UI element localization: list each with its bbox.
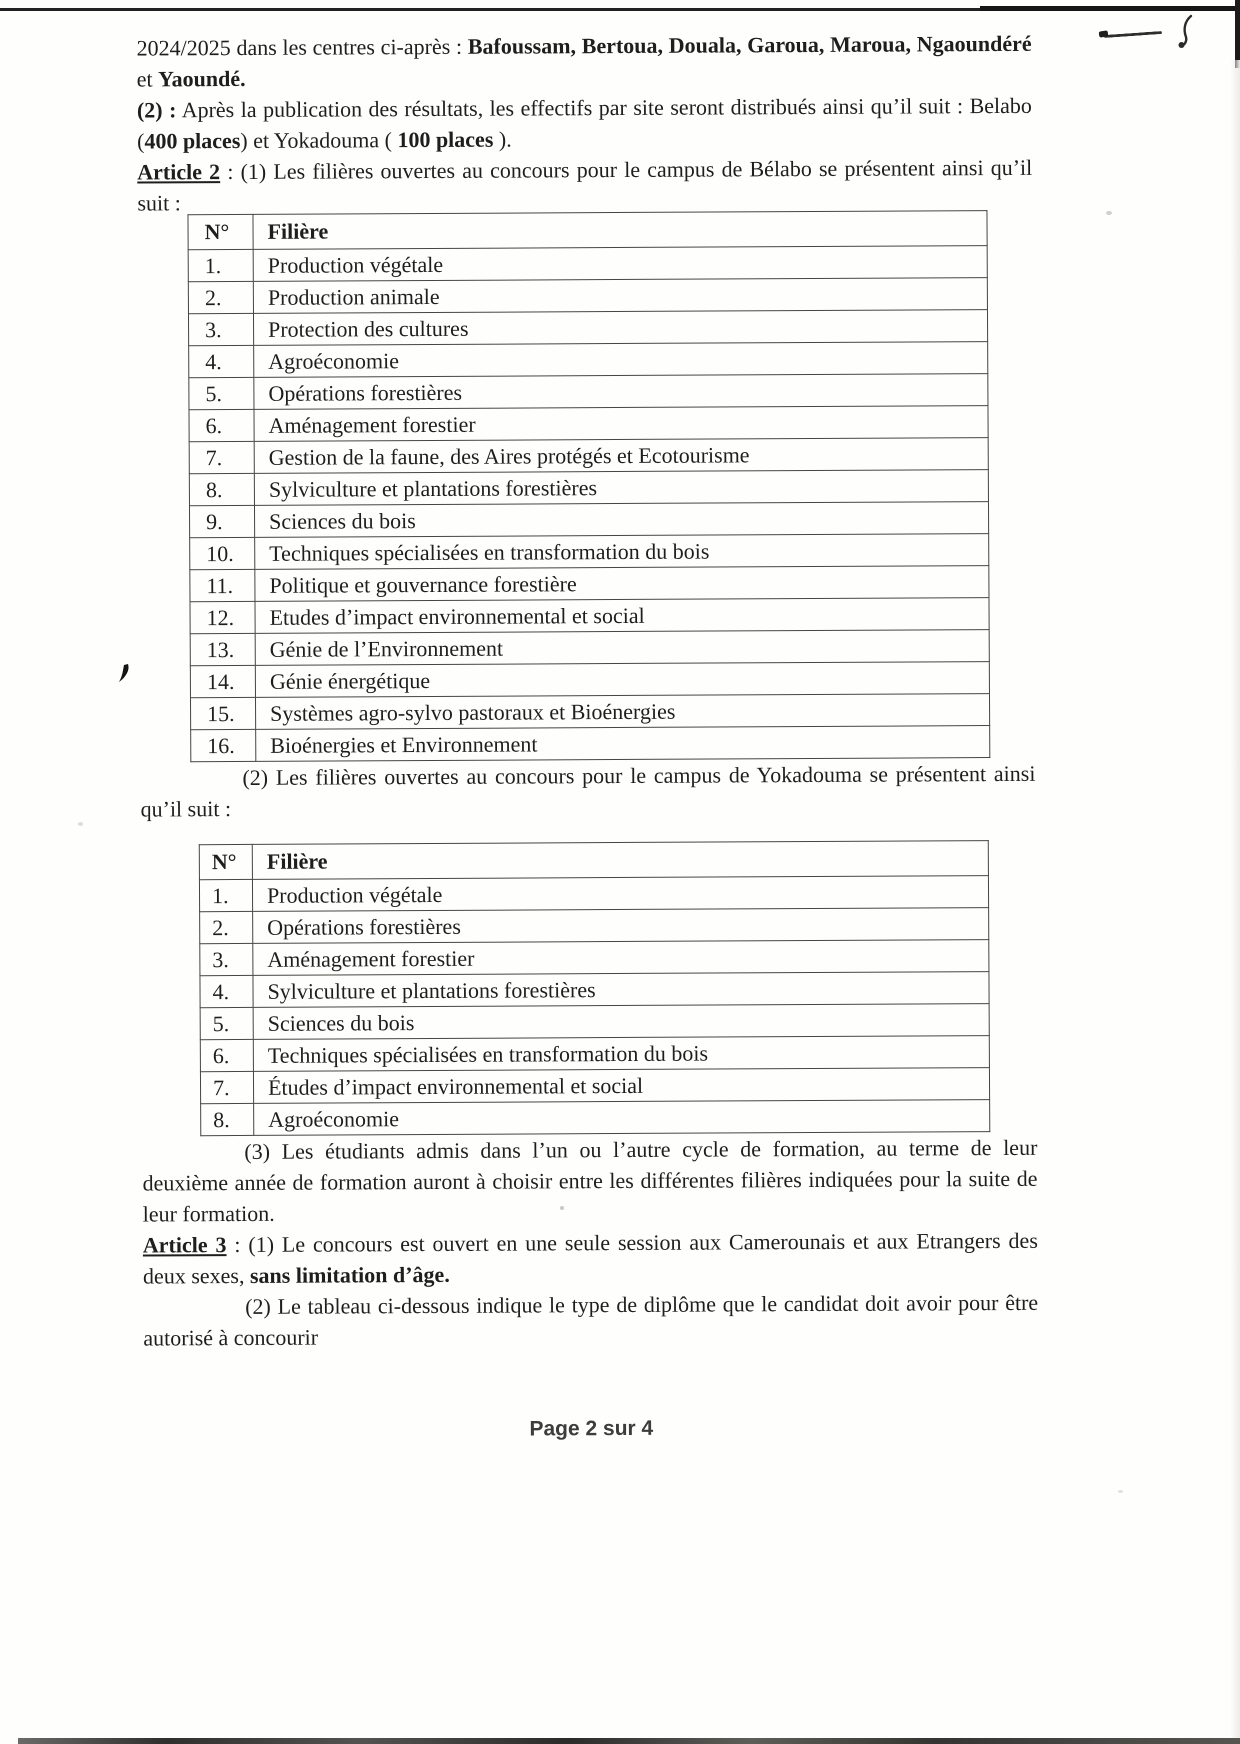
filiere-number-cell: 9. — [189, 505, 254, 537]
belabo-places: 400 places — [144, 127, 241, 154]
scan-speck — [78, 822, 83, 826]
yokadouma-filieres-table — [199, 840, 991, 1136]
scan-speck — [1106, 211, 1112, 215]
intro-text: 2024/2025 dans les centres ci-après : — [136, 33, 468, 61]
filiere-name-cell: Aménagement forestier — [253, 940, 989, 976]
table-header-row — [188, 211, 987, 250]
filiere-row — [200, 1068, 989, 1104]
filiere-number-cell: 10. — [190, 537, 255, 569]
scan-edge-top-right — [980, 6, 1240, 11]
filiere-name-cell: Etudes d’impact environnemental et social — [255, 598, 989, 634]
filiere-number-cell: 7. — [189, 441, 254, 473]
yokadouma-places: 100 places — [397, 126, 494, 153]
filiere-name-cell: Production végétale — [253, 246, 987, 282]
intro-paragraph — [137, 28, 1032, 95]
filiere-name-cell: Sciences du bois — [253, 1004, 989, 1040]
filiere-number-cell: 14. — [190, 665, 255, 697]
filiere-row — [191, 726, 990, 762]
filiere-name-cell: Opérations forestières — [254, 374, 988, 410]
filiere-name-cell: Sciences du bois — [254, 502, 988, 538]
filiere-row — [189, 342, 988, 378]
filiere-row — [189, 438, 988, 474]
no-age-limit-text: sans limitation d’âge. — [249, 1261, 450, 1288]
filiere-name-cell: Génie énergétique — [255, 662, 989, 698]
filiere-name-cell: Aménagement forestier — [254, 406, 988, 442]
filiere-name-cell: Gestion de la faune, des Aires protégés et Ecotourisme — [254, 438, 988, 474]
filiere-number-cell: 15. — [190, 697, 255, 729]
article2-label: Article 2 — [137, 159, 221, 185]
filiere-number-cell: 5. — [200, 1007, 253, 1039]
filiere-name-cell: Sylviculture et plantations forestières — [254, 470, 988, 506]
filiere-row — [200, 1036, 989, 1072]
scan-edge-right-corner — [1235, 0, 1240, 68]
intro-conjunction: et — [136, 66, 159, 92]
column-header-num: N° — [188, 214, 253, 249]
distribution-text-2: ) et Yokadouma ( — [240, 127, 398, 153]
scan-edge-bottom-strip — [18, 1738, 1240, 1744]
filiere-name-cell: Agroéconomie — [254, 1100, 990, 1136]
belabo-filieres-table — [187, 210, 990, 762]
article2-paragraph — [137, 152, 1032, 219]
filiere-row — [188, 246, 987, 282]
filiere-name-cell: Systèmes agro-sylvo pastoraux et Bioénergies — [255, 694, 989, 730]
scan-speck — [560, 1206, 564, 1210]
filiere-row — [189, 502, 988, 538]
filiere-number-cell: 8. — [189, 473, 254, 505]
filiere-name-cell: Production animale — [253, 278, 987, 314]
filiere-row — [188, 278, 987, 314]
filiere-number-cell: 3. — [200, 943, 253, 975]
clause-2-label: (2) : — [136, 97, 177, 123]
column-header-num: N° — [199, 844, 252, 879]
filiere-row — [190, 534, 989, 570]
pen-mark-hook — [1176, 14, 1196, 55]
article3-text: : (1) Le concours est ouvert en une seule session aux Camerounais et aux Etrangers des deux sexes, — [142, 1227, 1038, 1289]
filiere-number-cell: 8. — [201, 1103, 254, 1135]
filiere-row — [200, 940, 989, 976]
pen-mark-comma — [116, 662, 132, 689]
filiere-number-cell: 16. — [191, 729, 256, 761]
filiere-row — [200, 1004, 989, 1040]
filiere-name-cell: Techniques spécialisées en transformation du bois — [253, 1036, 989, 1072]
article3-paragraph — [143, 1225, 1038, 1292]
filiere-row — [199, 876, 988, 912]
table-header-row — [199, 841, 988, 880]
filiere-number-cell: 5. — [189, 377, 254, 409]
filiere-name-cell: Sylviculture et plantations forestières — [253, 972, 989, 1008]
filiere-name-cell: Protection des cultures — [253, 310, 987, 346]
filiere-number-cell: 6. — [189, 409, 254, 441]
filiere-name-cell: Opérations forestières — [253, 908, 989, 944]
filiere-name-cell: Bioénergies et Environnement — [256, 726, 990, 762]
page-number-footer: Page 2 sur 4 — [529, 1416, 654, 1441]
filiere-number-cell: 4. — [200, 975, 253, 1007]
filiere-number-cell: 13. — [190, 633, 255, 665]
filiere-number-cell: 3. — [188, 313, 253, 345]
filiere-row — [201, 1100, 990, 1136]
exam-centre-last: Yaoundé. — [158, 65, 246, 92]
diploma-intro-paragraph: (2) Le tableau ci-dessous indique le type de diplôme que le candidat doit avoir pour être autorisé à concourir — [143, 1289, 1039, 1351]
article3-label: Article 3 — [142, 1232, 227, 1258]
article2-text: : (1) Les filières ouvertes au concours pour le campus de Bélabo se présentent ainsi qu’il suit : — [137, 154, 1033, 216]
filiere-name-cell: Production végétale — [252, 876, 988, 912]
column-header-filiere: Filière — [253, 211, 987, 250]
distribution-text-3: ). — [493, 126, 512, 152]
filiere-number-cell: 1. — [188, 249, 253, 281]
scan-edge-right-shadow — [1230, 60, 1240, 1744]
filiere-row — [190, 566, 989, 602]
column-header-filiere: Filière — [252, 841, 988, 880]
distribution-paragraph — [137, 90, 1032, 157]
filiere-number-cell: 12. — [190, 601, 255, 633]
filiere-number-cell: 1. — [199, 879, 252, 911]
filiere-row — [200, 908, 989, 944]
filiere-row — [190, 662, 989, 698]
filiere-row — [189, 470, 988, 506]
yokadouma-intro-paragraph: (2) Les filières ouvertes au concours pour le campus de Yokadouma se présentent ainsi qu’il suit : — [140, 760, 1036, 822]
filiere-name-cell: Techniques spécialisées en transformation du bois — [255, 534, 989, 570]
scan-speck — [1118, 1490, 1123, 1493]
filiere-name-cell: Politique et gouvernance forestière — [255, 566, 989, 602]
pen-mark-dash-blob — [1099, 30, 1109, 37]
distribution-text: Après la publication des résultats, les effectifs par site seront distribués ainsi qu’il suit : Belabo ( — [137, 92, 1032, 154]
filiere-name-cell: Génie de l’Environnement — [255, 630, 989, 666]
filiere-number-cell: 2. — [188, 281, 253, 313]
filiere-row — [189, 406, 988, 442]
filiere-name-cell: Agroéconomie — [254, 342, 988, 378]
filiere-number-cell: 11. — [190, 569, 255, 601]
filiere-number-cell: 4. — [189, 345, 254, 377]
filiere-row — [200, 972, 989, 1008]
filiere-number-cell: 7. — [200, 1071, 253, 1103]
filiere-name-cell: Études d’impact environnemental et social — [253, 1068, 989, 1104]
filiere-row — [189, 374, 988, 410]
filiere-row — [190, 630, 989, 666]
filiere-number-cell: 6. — [200, 1039, 253, 1071]
filiere-number-cell: 2. — [200, 911, 253, 943]
exam-centres-list: Bafoussam, Bertoua, Douala, Garoua, Maroua, Ngaoundéré — [467, 30, 1032, 59]
filiere-row — [188, 310, 987, 346]
filiere-row — [190, 598, 989, 634]
cycle-choice-paragraph: (3) Les étudiants admis dans l’un ou l’autre cycle de formation, au terme de leur deuxième année de formation auront à choisir entre les différentes filières indiquées pour la suite de leur formation. — [142, 1134, 1038, 1227]
filiere-row — [190, 694, 989, 730]
